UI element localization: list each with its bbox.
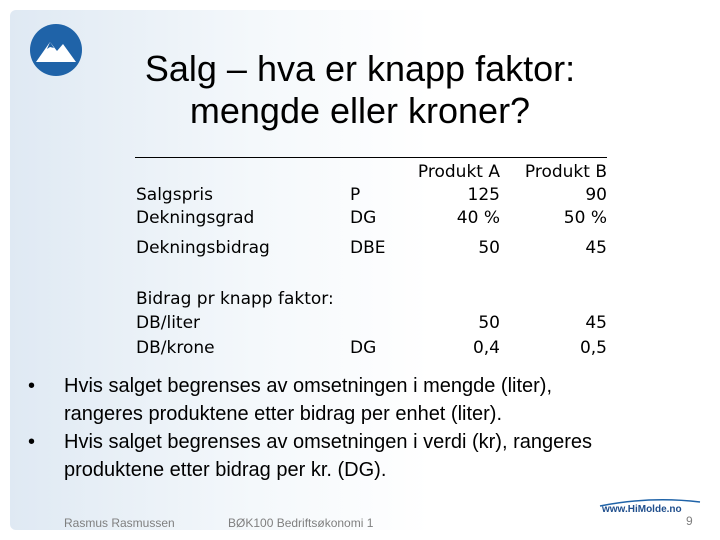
site-url-text: www.HiMolde.no	[602, 504, 682, 515]
cell-b-db-liter: 45	[585, 313, 607, 333]
row-abbr-dekningsbidrag: DBE	[350, 238, 386, 258]
row-label-db-krone: DB/krone	[136, 338, 215, 358]
cell-a-dekningsbidrag: 50	[478, 238, 500, 258]
bullet-item	[28, 428, 708, 484]
bullet-item	[28, 372, 708, 428]
site-url-badge	[596, 492, 704, 516]
cell-a-db-krone: 0,4	[472, 338, 500, 358]
footer-author: Rasmus Rasmussen	[64, 516, 175, 530]
cell-a-db-liter: 50	[478, 313, 500, 333]
title-line-1: Salg – hva er knapp faktor:	[144, 48, 576, 89]
bullet-marker: •	[28, 431, 36, 453]
page-number: 9	[686, 514, 693, 528]
row-abbr-salgspris: P	[350, 185, 361, 205]
cell-b-salgspris: 90	[585, 185, 607, 205]
bullet-text-line: produktene etter bidrag per kr. (DG).	[64, 459, 387, 481]
header-produkt-b: Produkt B	[524, 162, 607, 182]
bullet-list	[28, 372, 708, 484]
title-line-2: mengde eller kroner?	[189, 90, 531, 131]
cell-a-salgspris: 125	[467, 185, 500, 205]
bullet-marker: •	[28, 375, 36, 397]
bullet-text-line: Hvis salget begrenses av omsetningen i verdi (kr), rangeres	[64, 431, 593, 453]
cell-b-dekningsgrad: 50 %	[563, 208, 607, 228]
header-produkt-a: Produkt A	[417, 162, 500, 182]
cell-b-db-krone: 0,5	[579, 338, 607, 358]
bullet-text-line: rangeres produktene etter bidrag per enhet (liter).	[64, 403, 503, 425]
cell-b-dekningsbidrag: 45	[585, 238, 607, 258]
section-label: Bidrag pr knapp faktor:	[136, 289, 334, 309]
table-top-rule	[135, 157, 607, 158]
footer-course: BØK100 Bedriftsøkonomi 1	[228, 516, 374, 530]
cell-a-dekningsgrad: 40 %	[456, 208, 500, 228]
row-abbr-dekningsgrad: DG	[350, 208, 377, 228]
bullet-text-line: Hvis salget begrenses av omsetningen i mengde (liter),	[64, 375, 553, 397]
row-label-salgspris: Salgspris	[136, 185, 213, 205]
row-abbr-db-krone: DG	[350, 338, 377, 358]
row-label-dekningsgrad: Dekningsgrad	[136, 208, 255, 228]
row-label-dekningsbidrag: Dekningsbidrag	[136, 238, 270, 258]
row-label-db-liter: DB/liter	[136, 313, 201, 333]
